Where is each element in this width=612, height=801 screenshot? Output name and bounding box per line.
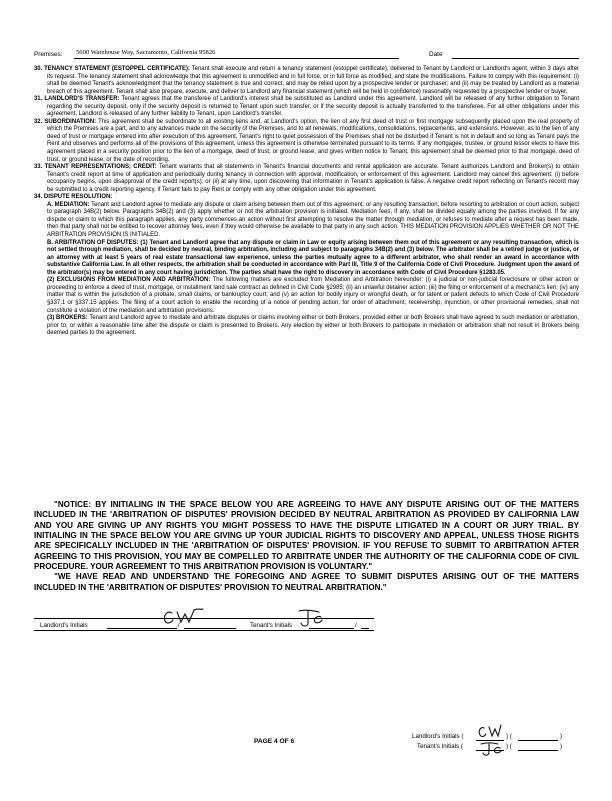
separator: / xyxy=(178,622,180,629)
footer-paren-mid: ) ( xyxy=(506,733,512,740)
brokers-text: Tenant and Landlord agree to mediate and arbitrate disputes or claims involving either or both Brokers, provided either or both Brokers shall have agreed to such mediation or arbitration, prior to, or within a reasonable time after the dispute or claim is presented to Brokers. Any election by either or both Brokers to participate in mediation or arbitration shall not result in Brokers being deemed parties to the agreement. xyxy=(47,315,580,337)
landlord-initials-signature xyxy=(160,607,206,627)
footer-landlord-initials xyxy=(412,733,463,740)
exclusions-heading: (2) EXCLUSIONS FROM MEDIATION AND ARBITRATION: xyxy=(47,277,211,284)
section-34-subsections xyxy=(34,202,579,338)
tenant-initials-field-2[interactable] xyxy=(361,628,369,629)
section-number: 31. xyxy=(34,96,43,103)
section-heading: LANDLORD'S TRANSFER: xyxy=(44,96,120,103)
footer-paren-end: ) xyxy=(560,743,563,750)
section-heading: TENANT REPRESENTATIONS; CREDIT: xyxy=(44,164,157,171)
footer-tenant-signature xyxy=(478,741,506,757)
landlord-initials-field-1[interactable] xyxy=(107,628,177,629)
section-heading: TENANCY STATEMENT (ESTOPPEL CERTIFICATE): xyxy=(44,66,190,72)
mediation-paragraph xyxy=(47,202,579,240)
footer-landlord-field-2[interactable] xyxy=(518,740,558,741)
exclusions-text: The following matters are excluded from Mediation and Arbitration hereunder: (i) a judicial or non-judicial foreclosure or other action or proceeding to enforce a deed of trust, mortgage, or installment land sale contract as defined in Civil Code §2985; (ii) an unlawful detainer action; (iii) the filing or enforcement of a mechanic's lien; (iv) any matter that is within the jurisdiction of a probate, small claims, or bankruptcy court; and (v) an action for bodily injury or wrongful death, or for latent or patent defects to which Code of Civil Procedure §337.1 or §337.15 applies. The filing of a court action to enable the recording of a notice of pending action, for order of attachment, receivership, injunction, or other provisional remedies, shall not constitute a violation of the mediation and arbitration provisions. xyxy=(47,277,579,314)
section-text: Tenant warrants that all statements in Tenant's financial documents and rental application are accurate. Tenant authorizes Landlord and Broker(s) to obtain Tenant's credit report at time of application and periodically during tenancy in connection with approval, modification, or enforcement of this agreement. Landlord may cancel this agreement: (i) before occupancy begins, upon disapproval of the credit report(s); or (ii) at any time, upon discovering that information in Tenant's application is false. A negative credit report reflecting on Tenant's record may be submitted to a credit reporting agency, if Tenant fails to pay Rent or comply with any other obligation under this agreement. xyxy=(47,164,579,193)
landlord-initials-label: Landlord's Initials xyxy=(40,622,88,629)
page-number: PAGE 4 OF 6 xyxy=(254,738,295,745)
tenant-initials-signature xyxy=(293,608,333,628)
tenant-initials-label: Tenant's Initials xyxy=(250,622,293,629)
section-heading: DISPUTE RESOLUTION: xyxy=(43,194,113,201)
footer-paren-mid: ) ( xyxy=(506,743,512,750)
date-label: Date xyxy=(429,51,443,58)
section-32 xyxy=(34,119,579,164)
premises-underline xyxy=(74,58,399,59)
premises-label: Premises: xyxy=(34,51,63,58)
separator: / xyxy=(355,622,357,629)
tenant-initials-field-1[interactable] xyxy=(309,628,354,629)
premises-address: 5600 Warehouse Way, Sacramento, California 95826 xyxy=(76,49,216,56)
arbitration-heading: B. ARBITRATION OF DISPUTES: xyxy=(47,239,139,246)
footer-paren-end: ) xyxy=(560,733,563,740)
arbitration-notice xyxy=(34,500,579,593)
section-34 xyxy=(34,194,579,202)
section-number: 32. xyxy=(34,118,43,125)
section-text: Tenant shall execute and return a tenancy statement (estoppel certificate), delivered to Tenant by Landlord or Landlord's agent, within 3 days after its request. The tenancy statement shall acknowledge that this agreement is unmodified and in full force, or in full force as modified, and state the modifications. Failure to comply with this requirement: (i) shall be deemed Tenant's acknowledgment that the tenancy statement is true and correct, and may be relied upon by a prospective lender or purchaser; and (ii) may be treated by Landlord as a material breach of this agreement. Tenant shall also prepare, execute, and deliver to Landlord any financial statement (which will be held in confidence) reasonably requested by a prospective lender or buyer. xyxy=(47,66,579,95)
brokers-heading: (3) BROKERS: xyxy=(47,315,88,322)
section-heading: SUBORDINATION: xyxy=(44,118,97,125)
premises-header xyxy=(34,49,579,61)
section-number: 30. xyxy=(34,66,43,72)
exclusions-paragraph xyxy=(47,277,579,315)
date-field[interactable] xyxy=(452,58,579,59)
document-body xyxy=(34,66,579,338)
mediation-heading: A. MEDIATION: xyxy=(47,201,90,208)
notice-paragraph: "NOTICE: BY INITIALING IN THE SPACE BELOW YOU ARE AGREEING TO HAVE ANY DISPUTE ARISING OUT OF THE MATTERS INCLUDED IN THE 'ARBITRATION OF DISPUTES' PROVISION DECIDED BY NEUTRAL ARBITRATION AS PROVIDED BY CALIFORNIA LAW AND YOU ARE GIVING UP ANY RIGHTS YOU MIGHT POSSESS TO HAVE THE DISPUTE LITIGATED IN A COURT OR JURY TRIAL. BY INITIALING IN THE SPACE BELOW YOU ARE GIVING UP YOUR JUDICIAL RIGHTS TO DISCOVERY AND APPEAL, UNLESS THOSE RIGHTS ARE SPECIFICALLY INCLUDED IN THE 'ARBITRATION OF DISPUTES' PROVISION. IF YOU REFUSE TO SUBMIT TO ARBITRATION AFTER AGREEING TO THIS PROVISION, YOU MAY BE COMPELLED TO ARBITRATE UNDER THE AUTHORITY OF THE CALIFORNIA CODE OF CIVIL PROCEDURE. YOUR AGREEMENT TO THIS ARBITRATION PROVISION IS VOLUNTARY." xyxy=(34,500,579,572)
section-33 xyxy=(34,164,579,194)
arbitration-text: (1) Tenant and Landlord agree that any dispute or claim in Law or equity arising between them out of this agreement or any resulting transaction, which is not settled through mediation, shall be decided by neutral, binding arbitration, including and subject to paragraphs 34B(2) and (3) below. The arbitrator shall be a retired judge or justice, or an attorney with at least 5 years of real estate transactional law experience, unless the parties mutually agree to a different arbitrator, who shall render an award in accordance with substantive California Law. In all other respects, the arbitration shall be conducted in accordance with Part III, Title 9 of the California Code of Civil Procedure. Judgment upon the award of the arbitrator(s) may be entered in any court having jurisdiction. The parties shall have the right to discovery in accordance with Code of Civil Procedure §1283.05. xyxy=(47,239,579,276)
arbitration-paragraph xyxy=(47,240,579,278)
section-number: 34. xyxy=(34,194,43,201)
acknowledgment-paragraph: "WE HAVE READ AND UNDERSTAND THE FOREGOING AND AGREE TO SUBMIT DISPUTES ARISING OUT OF THE MATTERS INCLUDED IN THE 'ARBITRATION OF DISPUTES' PROVISION TO NEUTRAL ARBITRATION." xyxy=(34,572,579,592)
section-number: 33. xyxy=(34,164,43,171)
brokers-paragraph xyxy=(47,315,579,338)
landlord-initials-field-2[interactable] xyxy=(184,628,236,629)
footer-tenant-initials xyxy=(417,743,463,750)
footer-landlord-signature xyxy=(476,722,506,742)
footer-tenant-field-2[interactable] xyxy=(518,750,558,751)
section-text: Tenant agrees that the transferee of Landlord's interest shall be substituted as Landlord under this agreement. Landlord will be released of any further obligation to Tenant regarding the security deposit, only if the security deposit is returned to Tenant upon such transfer, or if the security deposit is actually transferred to the transferee. For all other obligations under this agreement, Landlord is released of any further liability to Tenant, upon Landlord's transfer. xyxy=(47,96,580,118)
section-30 xyxy=(34,66,579,96)
footer-landlord-label: Landlord's Initials ( xyxy=(412,733,464,740)
footer-tenant-label: Tenant's Initials ( xyxy=(417,743,463,750)
mediation-text: Tenant and Landlord agree to mediate any dispute or claim arising between them out of this agreement, or any resulting transaction, before resorting to arbitration or court action, subject to paragraph 34B(2) below. Paragraphs 34B(2) and (3) apply whether or not the arbitration provision is initialed. Mediation fees, if any, shall be divided equally among the parties involved. If for any dispute or claim to which this paragraph applies, any party commences an action without first attempting to resolve the matter through mediation, or refuses to mediate after a request has been made, then that party shall not be entitled to recover attorney fees, even if they would otherwise be available to that party in any such action. THIS MEDIATION PROVISION APPLIES WHETHER OR NOT THE ARBITRATION PROVISION IS INITIALED. xyxy=(47,201,580,239)
section-text: This agreement shall be subordinate to all existing liens and, at Landlord's option, the lien of any first deed of trust or first mortgage subsequently placed upon the real property of which the Premises are a part, and to any advances made on the security of the Premises, and to all renewals, modifications, consolidations, replacements, and extensions. However, as to the lien of any deed of trust or mortgage entered into after execution of this agreement, Tenant's right to quiet possession of the Premises shall not be disturbed if Tenant is not in default and so long as Tenant pays the Rent and observes and performs all of the provisions of this agreement, unless this agreement is otherwise terminated pursuant to its terms. If any mortgagee, trustee, or ground lessor elects to have this agreement placed in a security position prior to the lien of a mortgage, deed of trust, or ground lease, and gives written notice to Tenant, this agreement shall be deemed prior to that mortgage, deed of trust, or ground lease, or the date of recording. xyxy=(47,118,579,163)
section-31 xyxy=(34,96,579,119)
